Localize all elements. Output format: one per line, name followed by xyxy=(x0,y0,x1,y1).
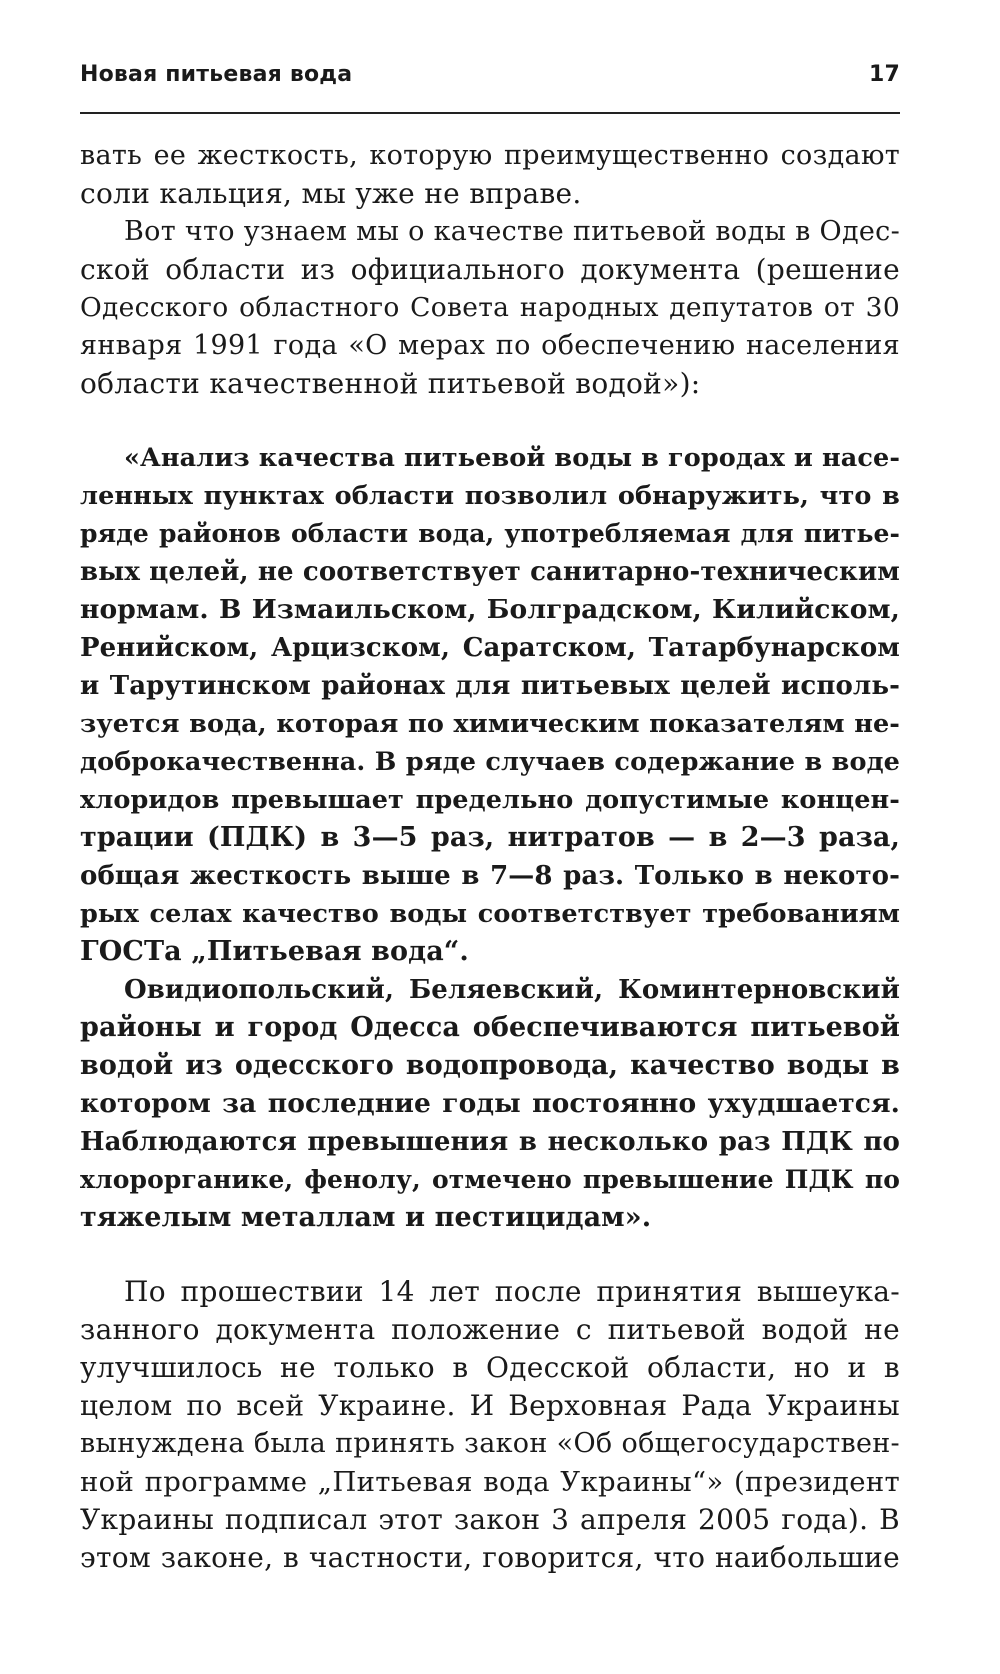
quote-block xyxy=(80,439,900,1237)
text-line: Вот что узнаем мы о качестве питьевой воды в Одес- xyxy=(124,216,900,247)
quote-line: Овидиопольский, Беляевский, Коминтерновский xyxy=(124,975,900,1005)
text-line: января 1991 года «О мерах по обеспечению населения xyxy=(80,330,900,361)
page-number: 17 xyxy=(868,62,900,87)
text-line: улучшилось не только в Одесской области, но и в xyxy=(80,1351,900,1384)
quote-line: водой из одесского водопровода, качество воды в xyxy=(80,1050,900,1081)
quote-line: хлоридов превышает предельно допустимые концен- xyxy=(80,785,900,815)
quote-line: районы и город Одесса обеспечиваются питьевой xyxy=(80,1012,900,1043)
quote-line: хлорорганике, фенолу, отмечено превышение ПДК по xyxy=(80,1165,900,1194)
quote-line: общая жесткость выше в 7—8 раз. Только в некото- xyxy=(80,861,900,891)
intro-block xyxy=(80,137,900,403)
quote-line: рых селах качество воды соответствует требованиям xyxy=(80,899,900,929)
quote-line: тяжелым металлам и пестицидам». xyxy=(80,1202,652,1233)
text-line: вать ее жесткость, которую преимущественно создают xyxy=(80,140,900,171)
page-body xyxy=(80,137,900,1577)
text-line: Одесского областного Совета народных депутатов от 30 xyxy=(80,292,900,323)
quote-line: «Анализ качества питьевой воды в городах и насе- xyxy=(124,443,900,473)
quote-line: зуется вода, которая по химическим показателям не- xyxy=(80,709,900,739)
quote-line: трации (ПДК) в 3—5 раз, нитратов — в 2—3 раза, xyxy=(80,822,900,853)
quote-line: нормам. В Измаильском, Болградском, Килийском, xyxy=(80,594,900,625)
running-title: Новая питьевая вода xyxy=(80,62,353,87)
text-line: По прошествии 14 лет после принятия вышеука- xyxy=(124,1275,900,1308)
text-line: соли кальция, мы уже не вправе. xyxy=(80,177,582,210)
quote-line: ряде районов области вода, употребляемая для питье- xyxy=(80,519,900,548)
text-line: области качественной питьевой водой»): xyxy=(80,367,701,400)
quote-line: котором за последние годы постоянно ухудшается. xyxy=(80,1088,900,1119)
header-rule xyxy=(80,112,900,114)
text-line: ской области из официального документа (решение xyxy=(80,253,900,286)
quote-line: и Тарутинском районах для питьевых целей исполь- xyxy=(80,671,900,701)
text-line: целом по всей Украине. И Верховная Рада Украины xyxy=(80,1389,900,1422)
spacer xyxy=(80,403,900,439)
quote-line: ленных пунктах области позволил обнаружить, что в xyxy=(80,481,900,511)
spacer xyxy=(80,1237,900,1273)
text-line: этом законе, в частности, говорится, что наибольшие xyxy=(80,1541,900,1574)
text-line: Украины подписал этот закон 3 апреля 2005 года). В xyxy=(80,1503,900,1536)
quote-line: ГОСТа „Питьевая вода“. xyxy=(80,936,469,967)
text-line: вынуждена была принять закон «Об общегосударствен- xyxy=(80,1428,900,1459)
quote-line: Наблюдаются превышения в несколько раз ПДК по xyxy=(80,1127,900,1157)
text-line: занного документа положение с питьевой водой не xyxy=(80,1313,900,1346)
text-line: ной программе „Питьевая вода Украины“» (президент xyxy=(80,1466,900,1498)
quote-line: вых целей, не соответствует санитарно-техническим xyxy=(80,557,900,587)
quote-line: Ренийском, Арцизском, Саратском, Татарбунарском xyxy=(80,633,900,663)
running-header xyxy=(80,62,900,87)
conclusion-block xyxy=(80,1273,900,1577)
quote-line: доброкачественна. В ряде случаев содержание в воде xyxy=(80,747,900,777)
